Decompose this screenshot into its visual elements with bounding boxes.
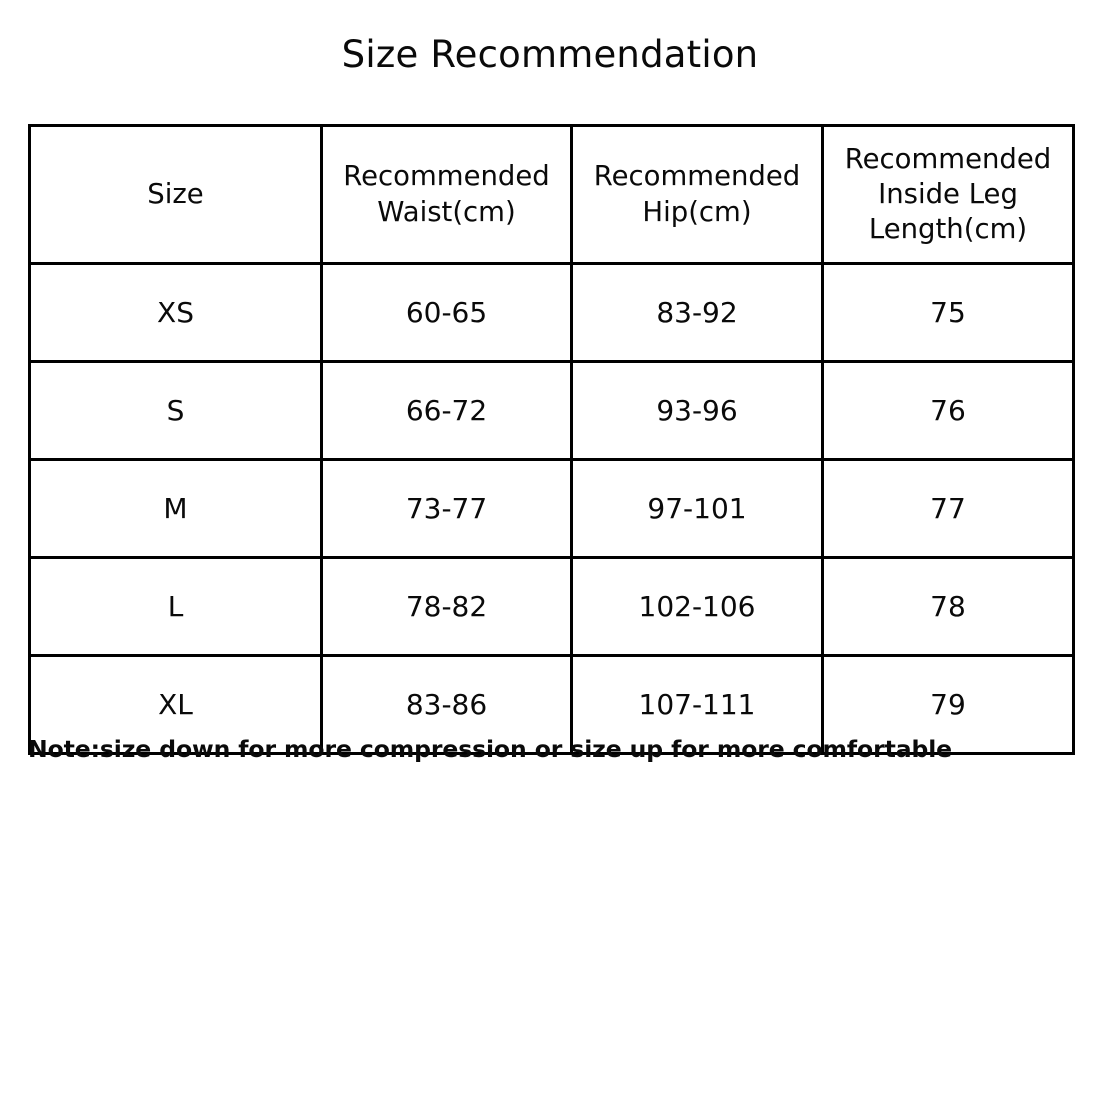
column-header-inside-leg-length (823, 126, 1074, 264)
cell-size: L (30, 558, 322, 656)
page-title: Size Recommendation (341, 33, 759, 76)
header-line: Recommended (343, 160, 550, 193)
table-row (30, 362, 1074, 460)
column-header-waist (322, 126, 572, 264)
cell-hip: 102-106 (572, 558, 823, 656)
cell-waist: 73-77 (322, 460, 572, 558)
cell-inside-leg-length: 78 (823, 558, 1074, 656)
header-line: Length(cm) (868, 213, 1028, 246)
cell-size: XL (30, 656, 322, 754)
header-line: Waist(cm) (377, 195, 516, 228)
header-line: Size (147, 177, 204, 210)
table-row (30, 558, 1074, 656)
cell-inside-leg-length: 79 (823, 656, 1074, 754)
cell-inside-leg-length: 77 (823, 460, 1074, 558)
cell-inside-leg-length: 75 (823, 264, 1074, 362)
table-header-row (30, 126, 1074, 264)
header-line: Hip(cm) (642, 195, 752, 228)
cell-waist: 83-86 (322, 656, 572, 754)
cell-hip: 97-101 (572, 460, 823, 558)
column-header-size (30, 126, 322, 264)
cell-inside-leg-length: 76 (823, 362, 1074, 460)
cell-hip: 107-111 (572, 656, 823, 754)
table-header (30, 126, 1074, 264)
table-body (30, 264, 1074, 754)
cell-waist: 60-65 (322, 264, 572, 362)
size-table-container (28, 124, 1072, 755)
header-line: Inside Leg (878, 177, 1018, 210)
size-recommendation-table (28, 124, 1075, 755)
table-row (30, 264, 1074, 362)
cell-waist: 66-72 (322, 362, 572, 460)
cell-size: M (30, 460, 322, 558)
table-row (30, 460, 1074, 558)
cell-size: XS (30, 264, 322, 362)
cell-hip: 83-92 (572, 264, 823, 362)
cell-waist: 78-82 (322, 558, 572, 656)
column-header-hip (572, 126, 823, 264)
header-line: Recommended (593, 160, 801, 193)
header-line: Recommended (844, 142, 1052, 175)
size-note: Note:size down for more compression or size up for more comfortable (28, 735, 952, 763)
cell-size: S (30, 362, 322, 460)
cell-hip: 93-96 (572, 362, 823, 460)
